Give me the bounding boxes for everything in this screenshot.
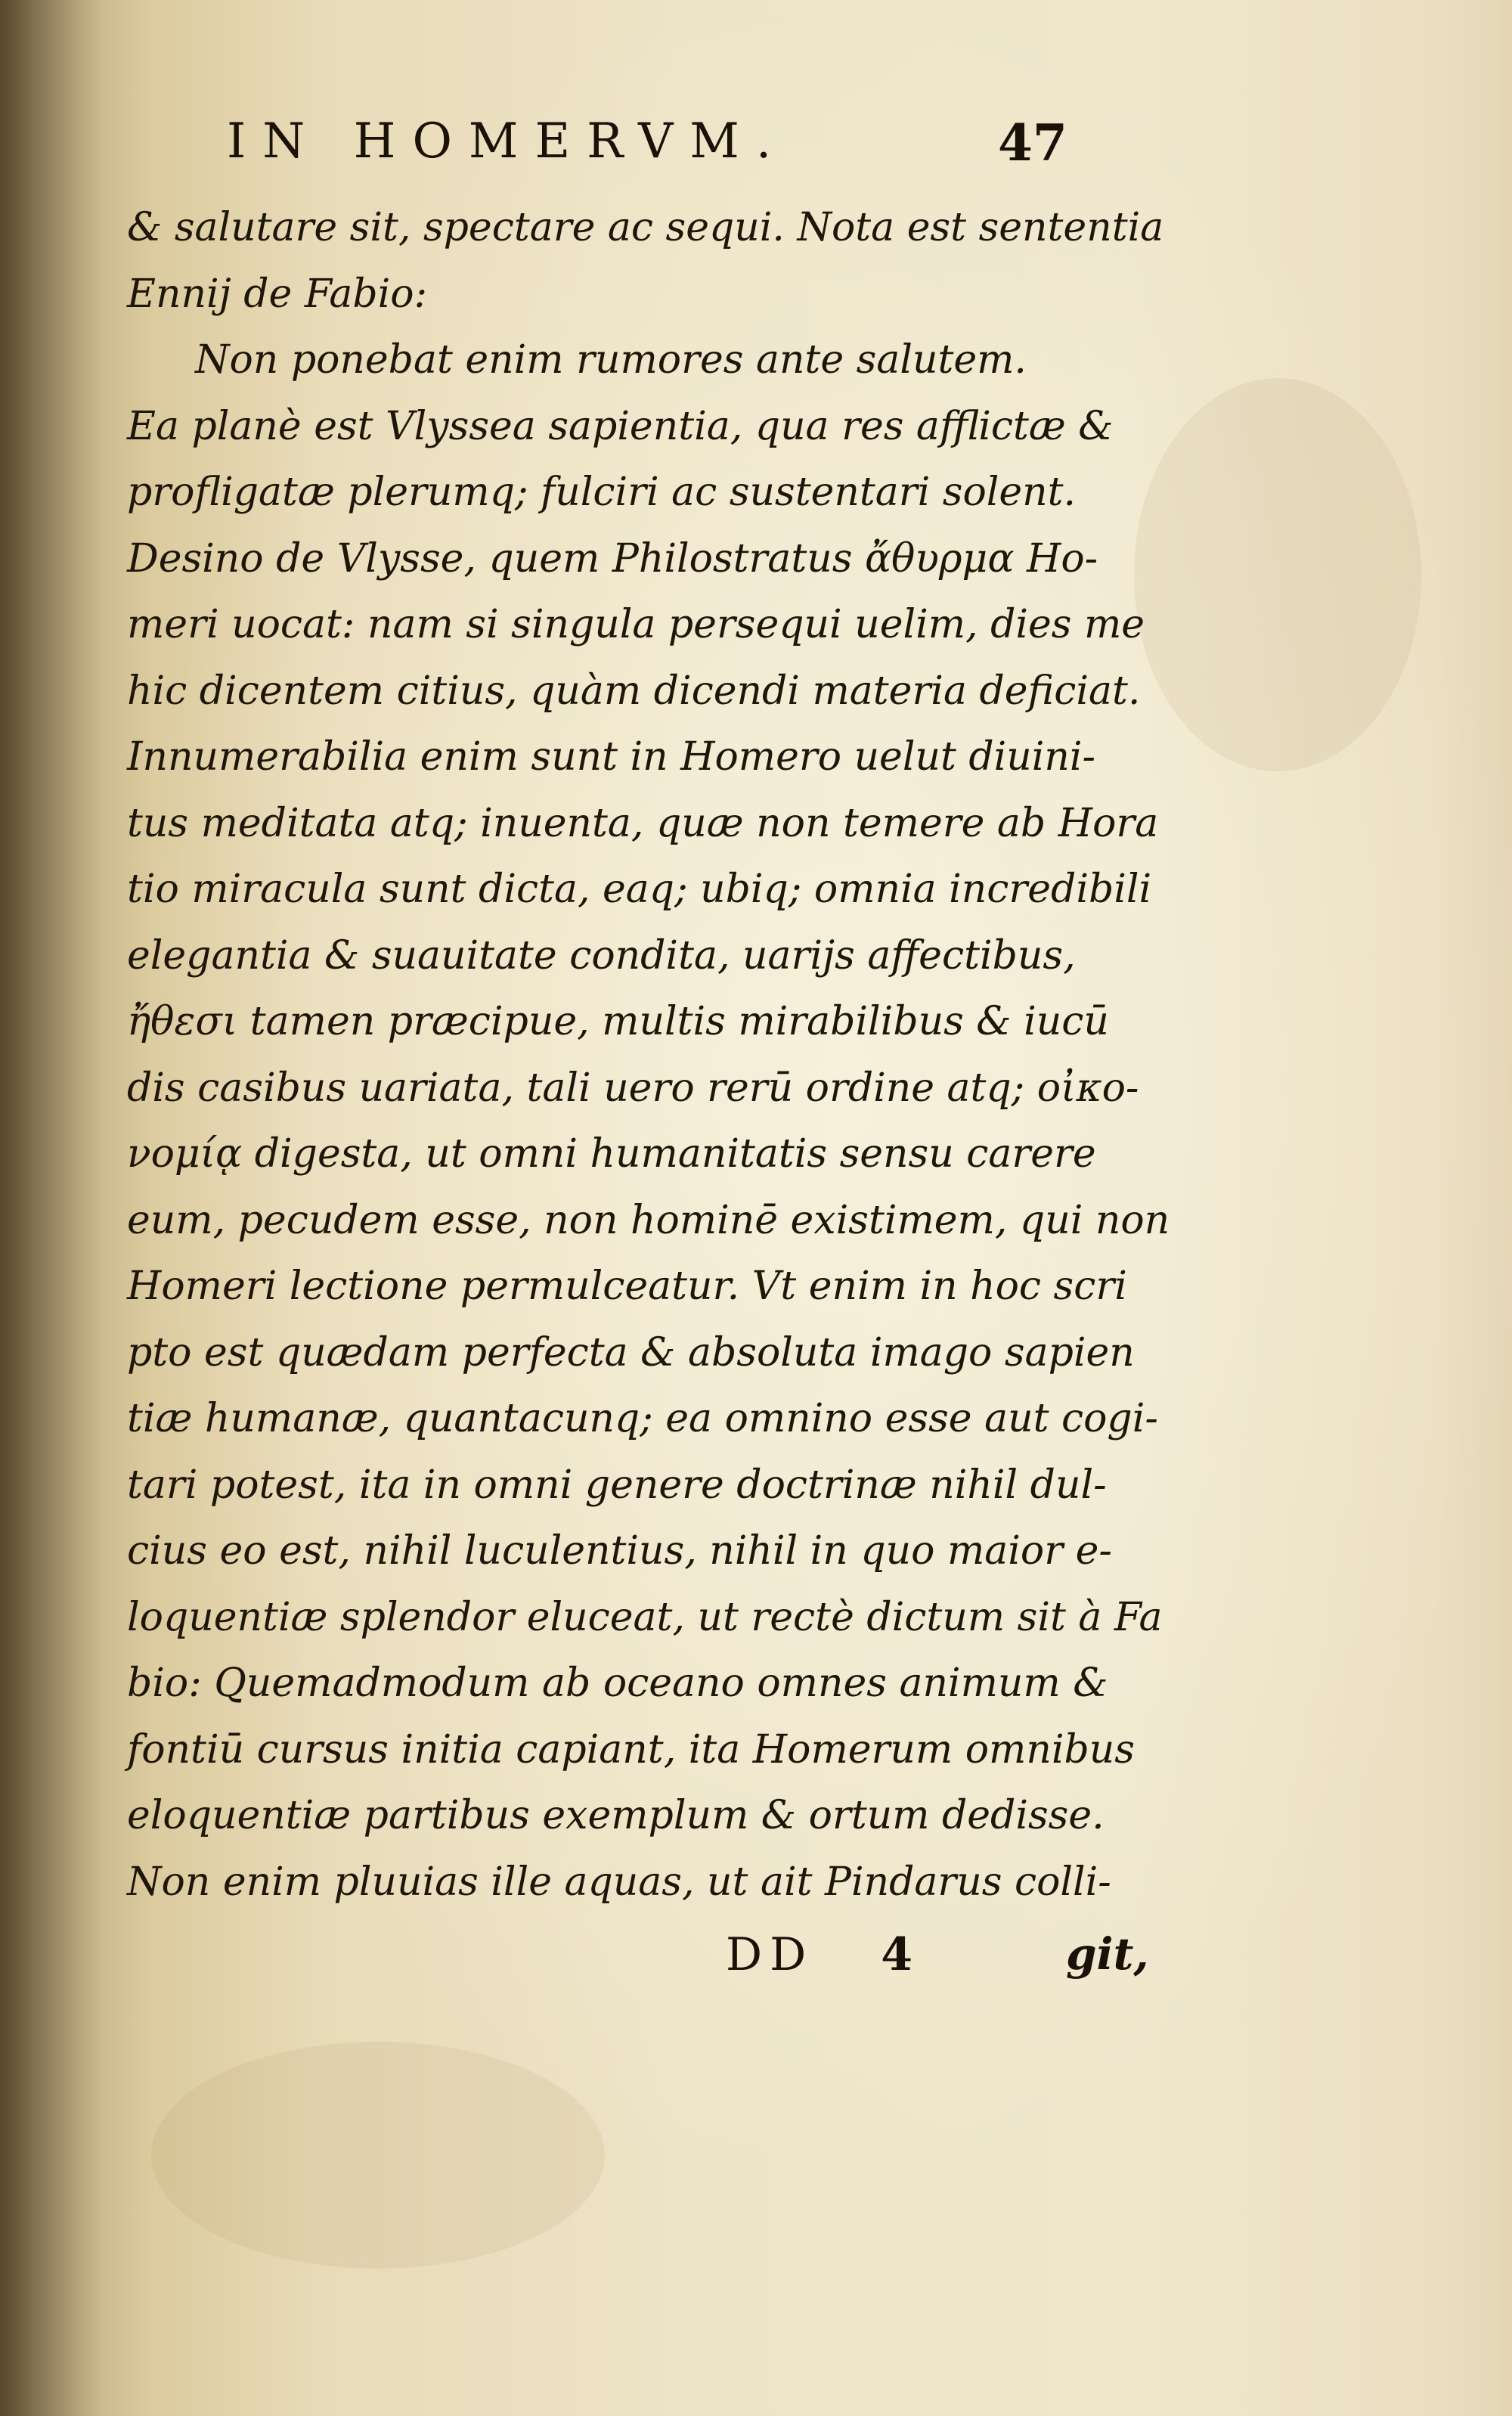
paper-stain xyxy=(151,2042,605,2269)
text-line: loquentiæ splendor eluceat, ut rectè dictum sit à Fa xyxy=(127,1594,1163,1640)
text-line: tari potest, ita in omni genere doctrinæ nihil dul- xyxy=(127,1462,1107,1508)
running-head: IN HOMERVM. xyxy=(227,113,789,169)
signature-number: 4 xyxy=(881,1928,913,1981)
text-line: pto est quædam perfecta & absoluta imago sapien xyxy=(127,1329,1135,1375)
text-line: eloquentiæ partibus exemplum & ortum dedisse. xyxy=(127,1793,1105,1838)
text-line: Innumerabilia enim sunt in Homero uelut diuini- xyxy=(127,734,1096,780)
text-line: ἤθεσι tamen præcipue, multis mirabilibus & iucū xyxy=(127,999,1109,1044)
catchword: git, xyxy=(1066,1928,1149,1980)
text-line: νομίᾳ digesta, ut omni humanitatis sensu carere xyxy=(127,1131,1096,1177)
text-line: Ea planè est Vlyssea sapientia, qua res afflictæ & xyxy=(127,403,1114,449)
text-line: Homeri lectione permulceatur. Vt enim in hoc scri xyxy=(127,1264,1127,1309)
page-number: 47 xyxy=(998,113,1067,172)
text-line: hic dicentem citius, quàm dicendi materia deficiat. xyxy=(127,668,1141,714)
body-text xyxy=(127,195,1170,1915)
text-line: elegantia & suauitate condita, uarijs affectibus, xyxy=(127,932,1076,978)
signature-mark xyxy=(726,1928,912,1981)
text-line: bio: Quemadmodum ab oceano omnes animum & xyxy=(127,1661,1108,1706)
text-line: tiæ humanæ, quantacunq; ea omnino esse aut cogi- xyxy=(127,1396,1158,1441)
text-line: tus meditata atq; inuenta, quæ non temere ab Hora xyxy=(127,800,1159,846)
text-line: & salutare sit, spectare ac sequi. Nota est sententia xyxy=(127,205,1164,250)
text-line: fontiū cursus initia capiant, ita Homerum omnibus xyxy=(127,1726,1135,1772)
text-line: profligatæ plerumq; fulciri ac sustentari solent. xyxy=(127,470,1077,515)
signature-letters: DD xyxy=(726,1928,814,1981)
text-line: Desino de Vlysse, quem Philostratus ἄθυρμα Ho- xyxy=(127,535,1098,582)
paper-stain xyxy=(1134,378,1421,771)
text-line: Ennij de Fabio: xyxy=(127,271,428,317)
quotation-line: Non ponebat enim rumores ante salutem. xyxy=(195,337,1027,383)
text-line: meri uocat: nam si singula persequi uelim, dies me xyxy=(127,602,1145,647)
text-line: cius eo est, nihil luculentius, nihil in quo maior e- xyxy=(127,1528,1112,1574)
text-line: eum, pecudem esse, non hominē existimem, qui non xyxy=(127,1197,1170,1243)
text-line: dis casibus uariata, tali uero rerū ordine atq; οἰκο- xyxy=(127,1065,1139,1111)
text-line: Non enim pluuias ille aquas, ut ait Pindarus colli- xyxy=(127,1859,1111,1905)
text-line: tio miracula sunt dicta, eaq; ubiq; omnia incredibili xyxy=(127,867,1152,912)
gutter-shadow xyxy=(0,0,106,2416)
